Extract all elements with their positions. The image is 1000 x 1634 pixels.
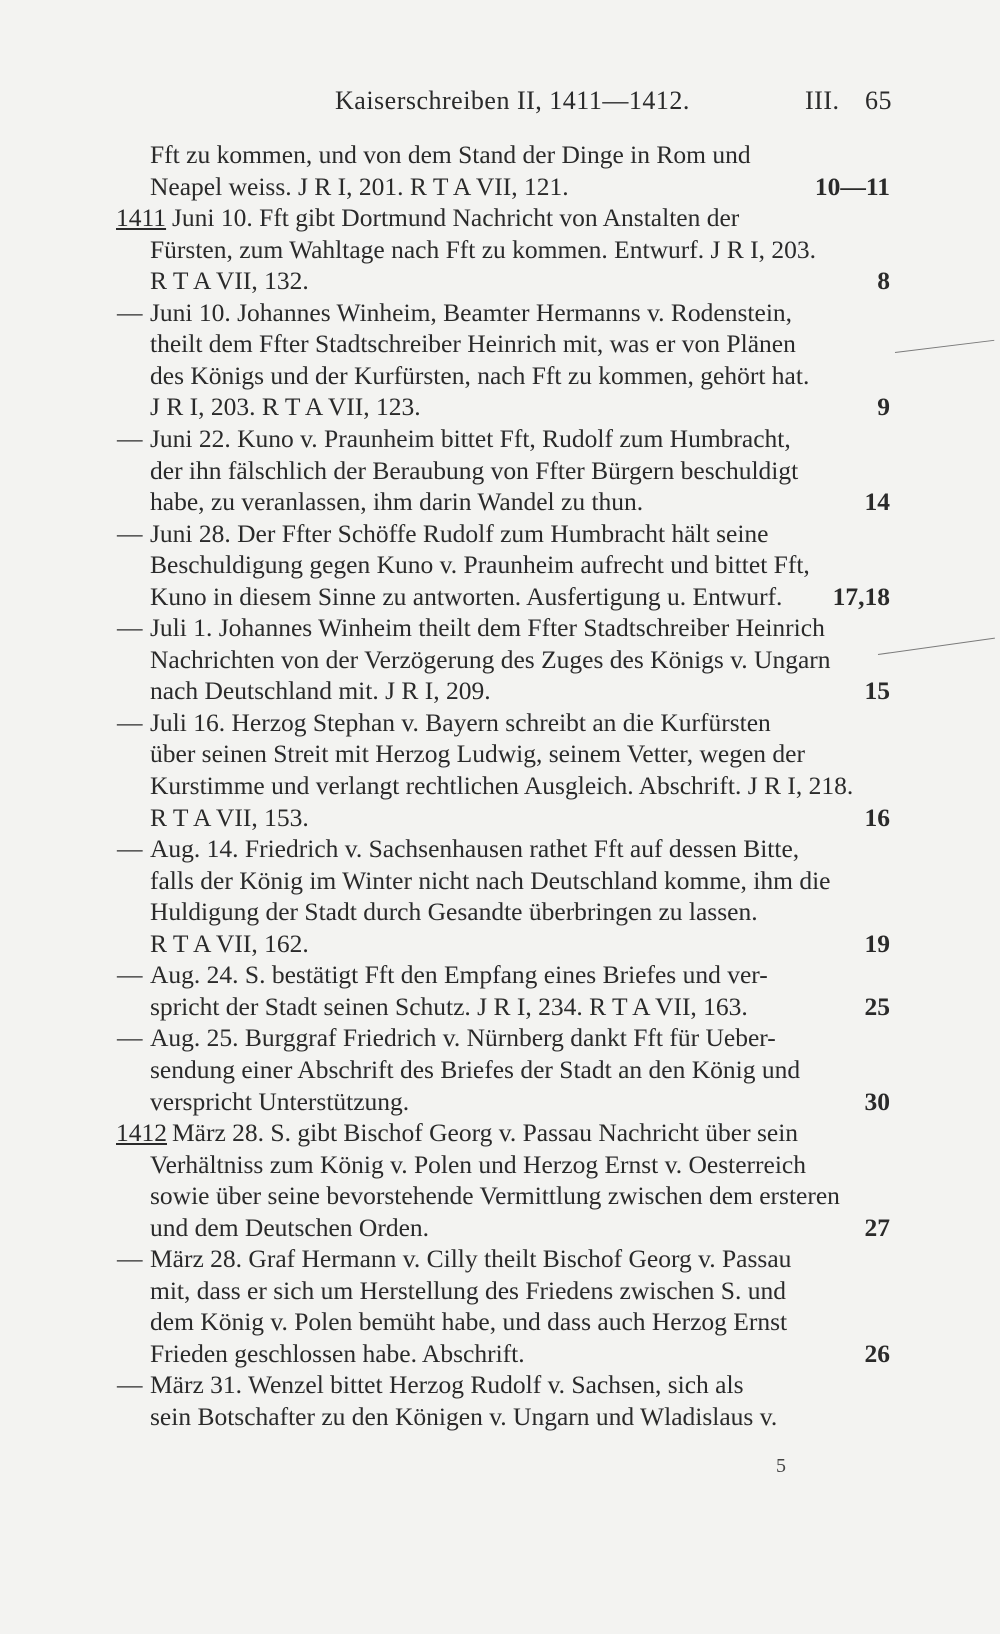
ditto-dash: — — [117, 613, 143, 643]
ditto-dash: — — [117, 1370, 143, 1400]
text-line — [0, 739, 1000, 771]
line-text: des Königs und der Kurfürsten, nach Fft zu kommen, gehört hat. — [150, 360, 810, 390]
line-text: sowie über seine bevorstehende Vermittlung zwischen dem ersteren — [150, 1181, 840, 1211]
entry-number: 9 — [877, 392, 890, 422]
year-marker: 1412 — [116, 1118, 167, 1148]
line-text: Beschuldigung gegen Kuno v. Praunheim aufrecht und bittet Fft, — [150, 550, 810, 580]
text-line — [0, 1307, 1000, 1339]
ditto-dash: — — [117, 834, 143, 864]
text-line — [0, 361, 1000, 393]
entry-number: 15 — [864, 676, 890, 706]
text-line — [0, 582, 1000, 614]
year-marker: 1411 — [116, 203, 167, 233]
text-line — [0, 1402, 1000, 1434]
line-text: Aug. 25. Burggraf Friedrich v. Nürnberg dankt Fft für Ueber- — [150, 1023, 776, 1053]
text-line — [0, 1339, 1000, 1371]
line-text: Verhältniss zum König v. Polen und Herzog Ernst v. Oesterreich — [150, 1149, 807, 1179]
ditto-dash: — — [117, 960, 143, 990]
line-text: Fürsten, zum Wahltage nach Fft zu kommen. Entwurf. J R I, 203. — [150, 234, 817, 264]
line-text: März 28. Graf Hermann v. Cilly theilt Bischof Georg v. Passau — [150, 1244, 792, 1274]
ditto-dash: — — [117, 707, 143, 737]
line-text: nach Deutschland mit. J R I, 209. — [150, 676, 491, 706]
text-line — [0, 487, 1000, 519]
text-line — [0, 1213, 1000, 1245]
text-line — [0, 1087, 1000, 1119]
ditto-dash: — — [117, 1244, 143, 1274]
ditto-dash: — — [117, 423, 143, 453]
line-text: falls der König im Winter nicht nach Deutschland komme, ihm die — [150, 865, 831, 895]
text-line — [0, 1118, 1000, 1150]
line-text: Aug. 24. S. bestätigt Fft den Empfang eines Briefes und ver- — [150, 960, 768, 990]
ditto-dash: — — [117, 297, 143, 327]
page-number: 65 — [865, 86, 892, 115]
text-line — [0, 866, 1000, 898]
text-line — [0, 613, 1000, 645]
text-line — [0, 771, 1000, 803]
line-text: spricht der Stadt seinen Schutz. J R I, 234. R T A VII, 163. — [150, 991, 748, 1021]
line-text: Huldigung der Stadt durch Gesandte überbringen zu lassen. — [150, 897, 758, 927]
text-line — [0, 992, 1000, 1024]
header-title: Kaiserschreiben II, 1411—1412. — [335, 86, 690, 115]
entry-number: 27 — [864, 1212, 890, 1242]
line-text: Juli 16. Herzog Stephan v. Bayern schreibt an die Kurfürsten — [150, 707, 771, 737]
ditto-dash: — — [117, 1023, 143, 1053]
text-line — [0, 550, 1000, 582]
line-text: und dem Deutschen Orden. — [150, 1212, 430, 1242]
text-line — [0, 298, 1000, 330]
text-line — [0, 929, 1000, 961]
entry-number: 10—11 — [814, 171, 890, 201]
text-line — [0, 1244, 1000, 1276]
text-line — [0, 392, 1000, 424]
entry-number: 14 — [864, 487, 890, 517]
entry-number: 30 — [864, 1086, 890, 1116]
text-line — [0, 1181, 1000, 1213]
line-text: Kurstimme und verlangt rechtlichen Ausgleich. Abschrift. J R I, 218. — [150, 771, 854, 800]
entry-number: 16 — [864, 802, 890, 832]
entry-number: 17,18 — [832, 581, 890, 611]
text-line — [0, 897, 1000, 929]
running-header — [150, 86, 890, 126]
line-text: Nachrichten von der Verzögerung des Zuges des Königs v. Ungarn — [150, 644, 831, 674]
line-text: Juni 10. Johannes Winheim, Beamter Hermanns v. Rodenstein, — [150, 297, 793, 327]
text-line — [0, 1370, 1000, 1402]
line-text: der ihn fälschlich der Beraubung von Ffter Bürgern beschuldigt — [150, 455, 799, 485]
text-line — [0, 424, 1000, 456]
text-line — [0, 203, 1000, 235]
text-line — [0, 960, 1000, 992]
line-text: Frieden geschlossen habe. Abschrift. — [150, 1338, 525, 1368]
line-text: J R I, 203. R T A VII, 123. — [150, 392, 421, 422]
text-line — [0, 519, 1000, 551]
header-section: III. — [805, 86, 840, 115]
line-text: habe, zu veranlassen, ihm darin Wandel zu thun. — [150, 487, 644, 517]
line-text: Juni 22. Kuno v. Praunheim bittet Fft, Rudolf zum Humbracht, — [150, 423, 791, 453]
entry-number: 25 — [864, 991, 890, 1021]
text-line — [0, 1276, 1000, 1308]
signature-mark: 5 — [776, 1455, 786, 1477]
text-line — [0, 1023, 1000, 1055]
line-text: März 31. Wenzel bittet Herzog Rudolf v. Sachsen, sich als — [150, 1370, 744, 1400]
text-line — [0, 140, 1000, 172]
line-text: Juni 10. Fft gibt Dortmund Nachricht von Anstalten der — [172, 203, 740, 233]
line-text: Fft zu kommen, und von dem Stand der Dinge in Rom und — [150, 140, 751, 169]
line-text: sein Botschafter zu den Königen v. Ungarn und Wladislaus v. — [150, 1402, 778, 1431]
line-text: dem König v. Polen bemüht habe, und dass auch Herzog Ernst — [150, 1307, 788, 1337]
text-line — [0, 172, 1000, 204]
line-text: über seinen Streit mit Herzog Ludwig, seinem Vetter, wegen der — [150, 739, 805, 769]
text-line — [0, 1055, 1000, 1087]
text-line — [0, 645, 1000, 677]
line-text: Aug. 14. Friedrich v. Sachsenhausen rathet Fft auf dessen Bitte, — [150, 834, 800, 864]
line-text: Juni 28. Der Ffter Schöffe Rudolf zum Humbracht hält seine — [150, 518, 769, 548]
text-line — [0, 708, 1000, 740]
line-text: sendung einer Abschrift des Briefes der Stadt an den König und — [150, 1054, 801, 1084]
text-line — [0, 235, 1000, 267]
line-text: R T A VII, 132. — [150, 266, 309, 296]
line-text: Juli 1. Johannes Winheim theilt dem Ffter Stadtschreiber Heinrich — [150, 613, 825, 643]
text-line — [0, 676, 1000, 708]
line-text: R T A VII, 162. — [150, 928, 309, 958]
entry-number: 8 — [877, 266, 890, 296]
text-line — [0, 266, 1000, 298]
line-text: Kuno in diesem Sinne zu antworten. Ausfertigung u. Entwurf. — [150, 581, 783, 611]
line-text: R T A VII, 153. — [150, 802, 309, 832]
text-line — [0, 1150, 1000, 1182]
text-line — [0, 834, 1000, 866]
text-line — [0, 803, 1000, 835]
line-text: theilt dem Ffter Stadtschreiber Heinrich mit, was er von Plänen — [150, 329, 796, 359]
line-text: verspricht Unterstützung. — [150, 1086, 410, 1116]
line-text: März 28. S. gibt Bischof Georg v. Passau Nachricht über sein — [172, 1118, 799, 1148]
text-line — [0, 329, 1000, 361]
line-text: mit, dass er sich um Herstellung des Friedens zwischen S. und — [150, 1275, 786, 1305]
ditto-dash: — — [117, 518, 143, 548]
text-line — [0, 456, 1000, 488]
entry-number: 26 — [864, 1338, 890, 1368]
entry-number: 19 — [864, 928, 890, 958]
line-text: Neapel weiss. J R I, 201. R T A VII, 121. — [150, 171, 569, 201]
